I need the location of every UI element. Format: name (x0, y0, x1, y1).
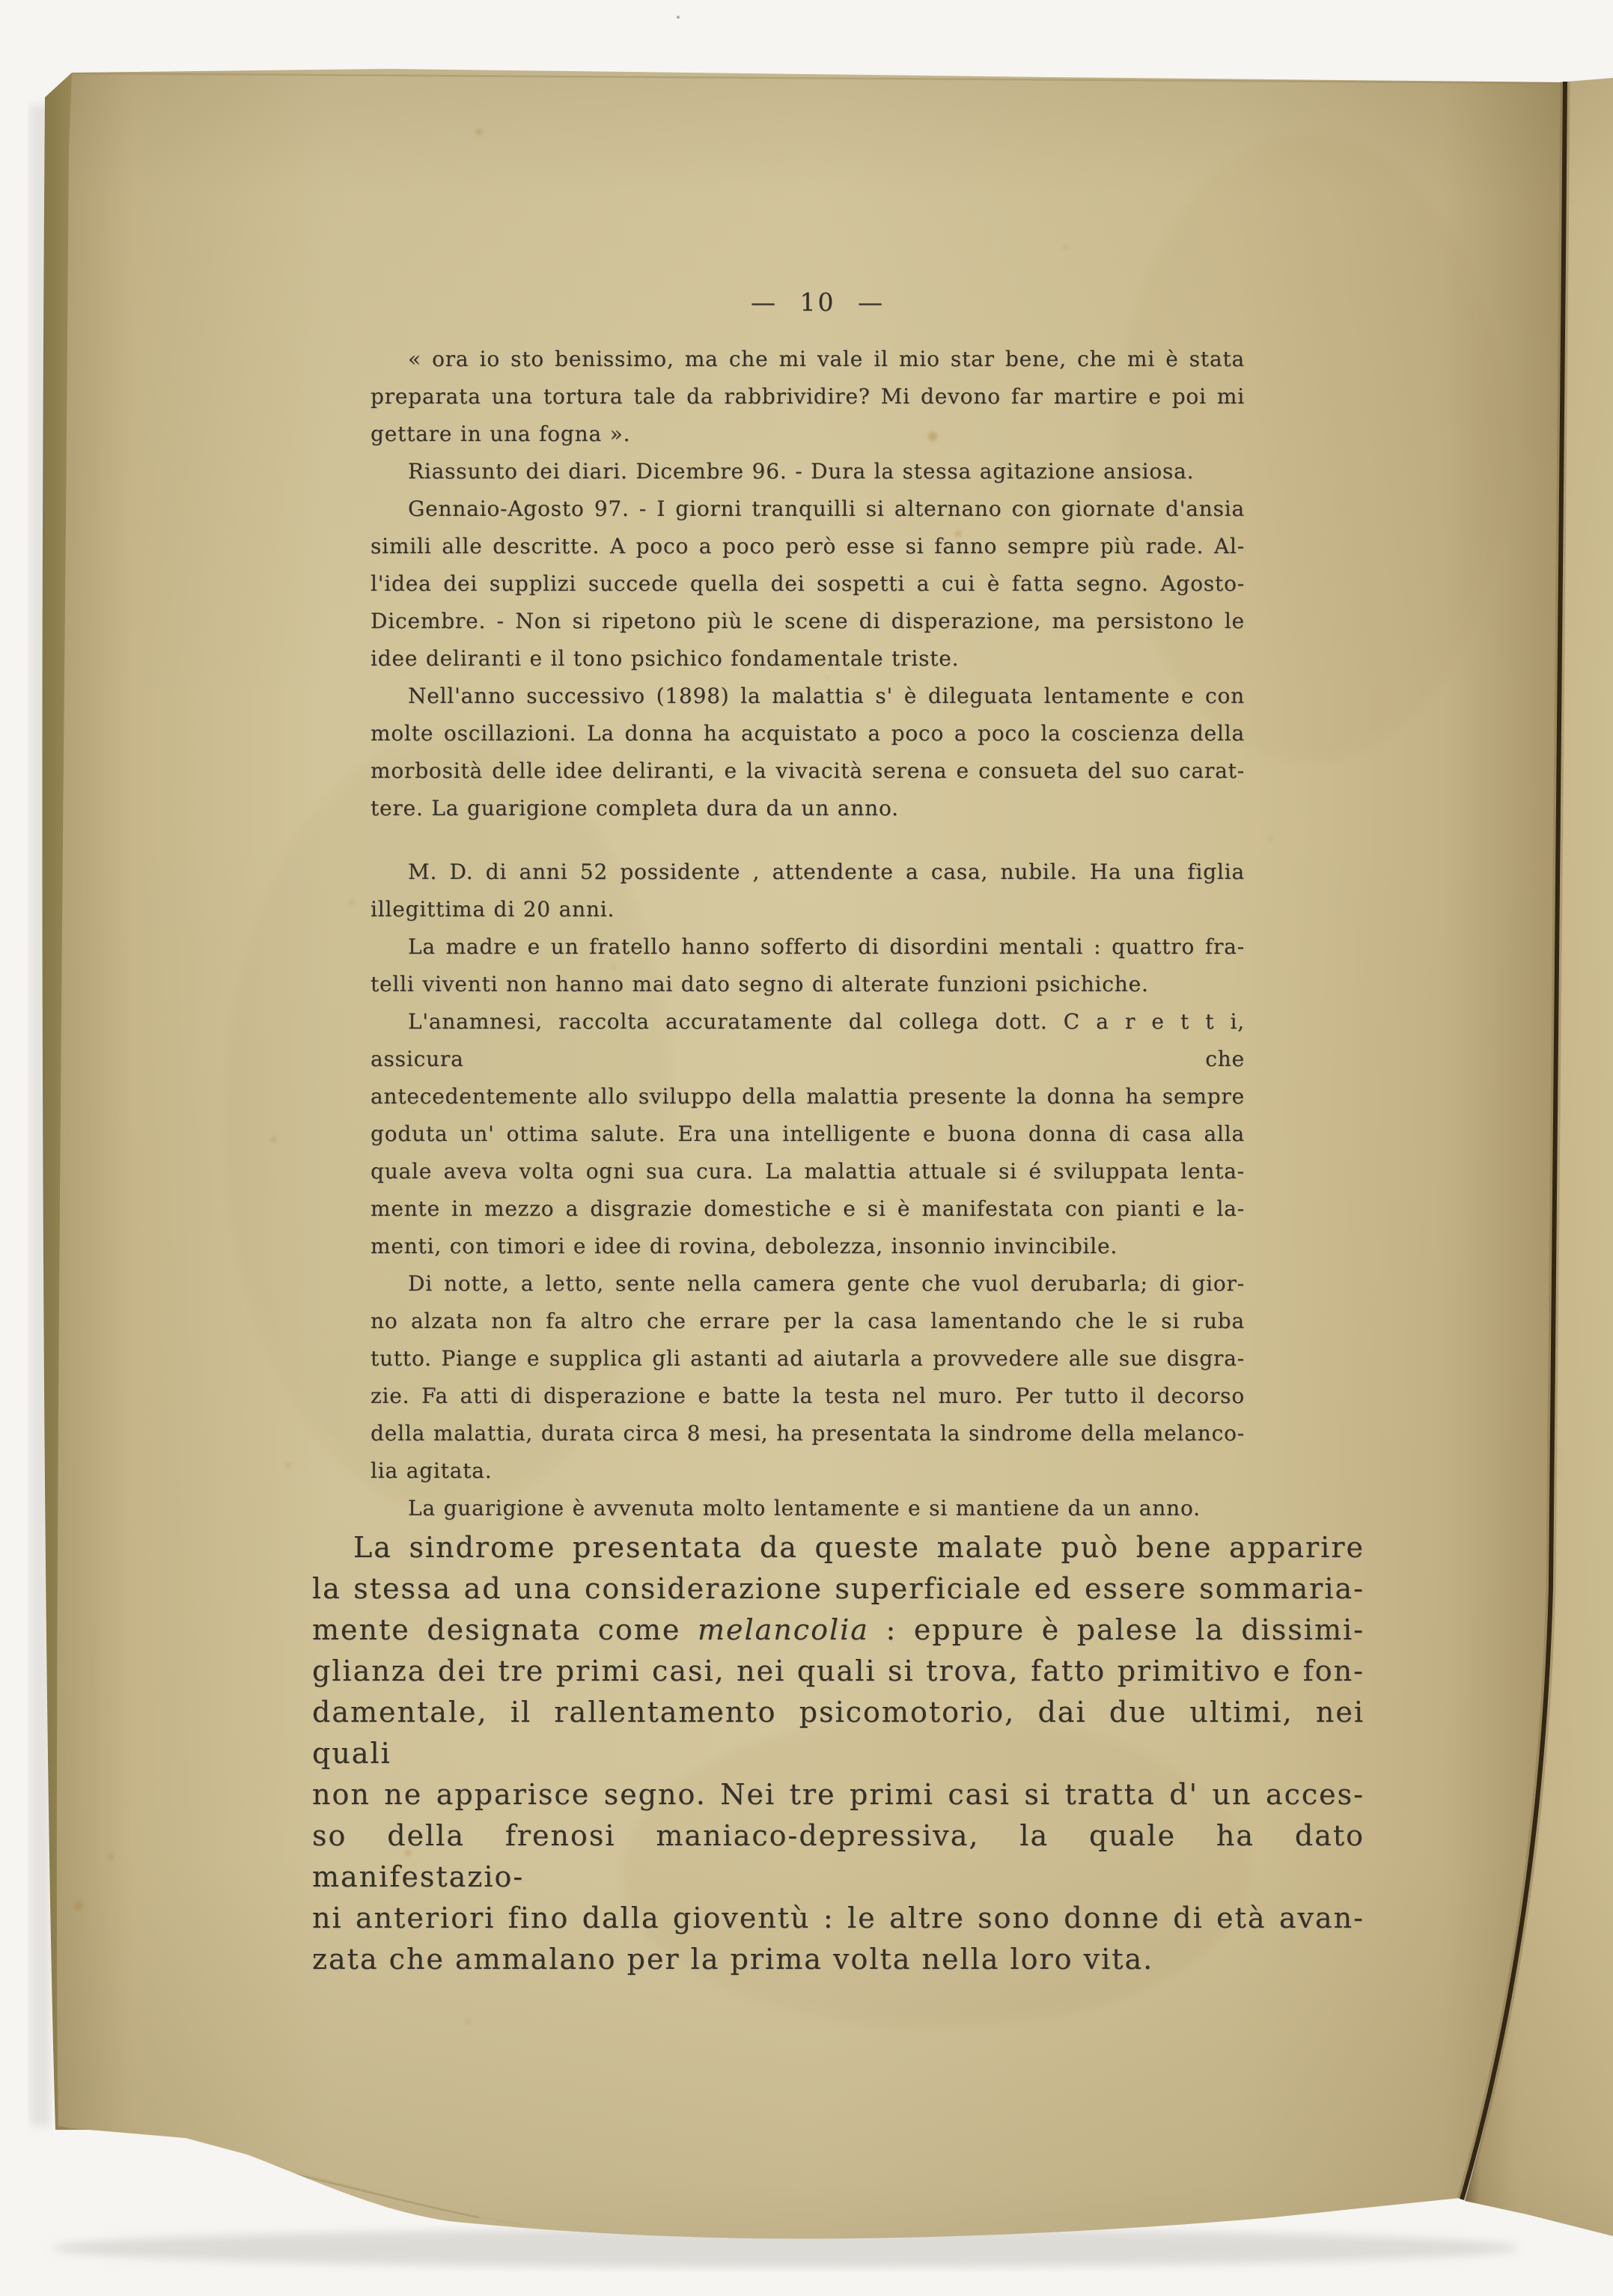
text-line: Di notte, a letto, sente nella camera gente che vuol derubarla; di gior- (408, 1271, 1245, 1296)
backdrop-speck (677, 16, 680, 19)
text-line: La guarigione è avvenuta molto lentamente e si mantiene da un anno. (408, 1496, 1201, 1520)
paragraph-case-md (371, 853, 1245, 928)
case-history-upper-group (371, 341, 1245, 827)
text-line: quale aveva volta ogni sua cura. La malattia attuale si é sviluppata lenta- (371, 1159, 1245, 1184)
text-line: non ne apparisce segno. Nei tre primi casi si tratta d' un acces- (312, 1778, 1365, 1811)
text-segment: mente designata come (312, 1613, 698, 1646)
text-line (312, 1610, 1365, 1651)
text-line: M. D. di anni 52 possidente , attendente a casa, nubile. Ha una figlia (408, 859, 1245, 884)
text-line: so della frenosi maniaco-depressiva, la quale ha dato manifestazio- (312, 1819, 1365, 1893)
text-line: « ora io sto benissimo, ma che mi vale il mio star bene, che mi è stata (408, 347, 1245, 371)
text-segment: : eppure è palese la dissimi- (868, 1613, 1365, 1646)
text-line: glianza dei tre primi casi, nei quali si trova, fatto primitivo e fon- (312, 1654, 1365, 1687)
text-line: La madre e un fratello hanno sofferto di disordini mentali : quattro fra- (408, 934, 1245, 959)
text-line: l'idea dei supplizi succede quella dei sospetti a cui è fatta segno. Agosto- (371, 571, 1245, 596)
text-line: gettare in una fogna ». (371, 421, 631, 446)
text-line: lia agitata. (371, 1458, 493, 1483)
case-history-lower-group (371, 853, 1245, 1527)
text-line: Riassunto dei diari. Dicembre 96. - Dura la stessa agitazione ansiosa. (408, 459, 1195, 484)
text-line: la stessa ad una considerazione superficiale ed essere sommaria- (312, 1572, 1365, 1605)
text-line: menti, con timori e idee di rovina, debolezza, insonnio invincibile. (371, 1234, 1118, 1258)
italic-term-melancolia: melancolia (698, 1613, 869, 1646)
text-line: zie. Fa atti di disperazione e batte la testa nel muro. Per tutto il decorso (371, 1383, 1245, 1408)
text-line: morbosità delle idee deliranti, e la vivacità serena e consueta del suo carat- (371, 758, 1245, 783)
text-line: idee deliranti e il tono psichico fondamentale triste. (371, 646, 960, 671)
text-line: antecedentemente allo sviluppo della malattia presente la donna ha sempre (371, 1084, 1245, 1109)
paragraph-famiglia (371, 928, 1245, 1003)
text-line: goduta un' ottima salute. Era una intelligente e buona donna di casa alla (371, 1121, 1245, 1146)
page-number: — 10 — (751, 287, 885, 317)
text-line: illegittima di 20 anni. (371, 897, 615, 922)
paragraph-guarigione (371, 1490, 1245, 1527)
text-line: damentale, il rallentamento psicomotorio, dai due ultimi, nei quali (312, 1696, 1365, 1770)
paragraph-anno-successivo (371, 677, 1245, 827)
paragraph-anamnesi (371, 1003, 1245, 1265)
text-line: preparata una tortura tale da rabbrividire? Mi devono far martire e poi mi (371, 384, 1245, 409)
text-line: telli viventi non hanno mai dato segno di alterate funzioni psichiche. (371, 972, 1149, 996)
text-line: zata che ammalano per la prima volta nella loro vita. (312, 1943, 1154, 1976)
paragraph-di-notte (371, 1265, 1245, 1490)
text-line: tutto. Piange e supplica gli astanti ad aiutarla a provvedere alle sue disgra- (371, 1346, 1245, 1371)
text-line: Dicembre. - Non si ripetono più le scene di disperazione, ma persistono le (371, 609, 1245, 633)
text-line: no alzata non fa altro che errare per la casa lamentando che le si ruba (371, 1309, 1245, 1333)
text-line: molte oscillazioni. La donna ha acquistato a poco a poco la coscienza della (371, 721, 1245, 746)
text-line: Gennaio-Agosto 97. - I giorni tranquilli si alternano con giornate d'ansia (408, 496, 1245, 521)
discussion-paragraph (312, 1527, 1365, 1980)
paragraph-riassunto (371, 453, 1245, 490)
text-line: mente in mezzo a disgrazie domestiche e si è manifestata con pianti e la- (371, 1196, 1245, 1221)
paragraph-gennaio-agosto (371, 490, 1245, 677)
text-line: della malattia, durata circa 8 mesi, ha presentata la sindrome della melanco- (371, 1421, 1245, 1446)
paragraph-quote (371, 341, 1245, 453)
text-line: La sindrome presentata da queste malate può bene apparire (353, 1531, 1365, 1564)
text-line: L'anamnesi, raccolta accuratamente dal collega dott. C a r e t t i, assicura che (371, 1009, 1245, 1071)
text-line: Nell'anno successivo (1898) la malattia s' è dileguata lentamente e con (408, 683, 1245, 708)
text-line: simili alle descritte. A poco a poco però esse si fanno sempre più rade. Al- (371, 534, 1245, 558)
text-line: tere. La guarigione completa dura da un anno. (371, 796, 899, 820)
text-line: ni anteriori fino dalla gioventù : le altre sono donne di età avan- (312, 1901, 1365, 1934)
